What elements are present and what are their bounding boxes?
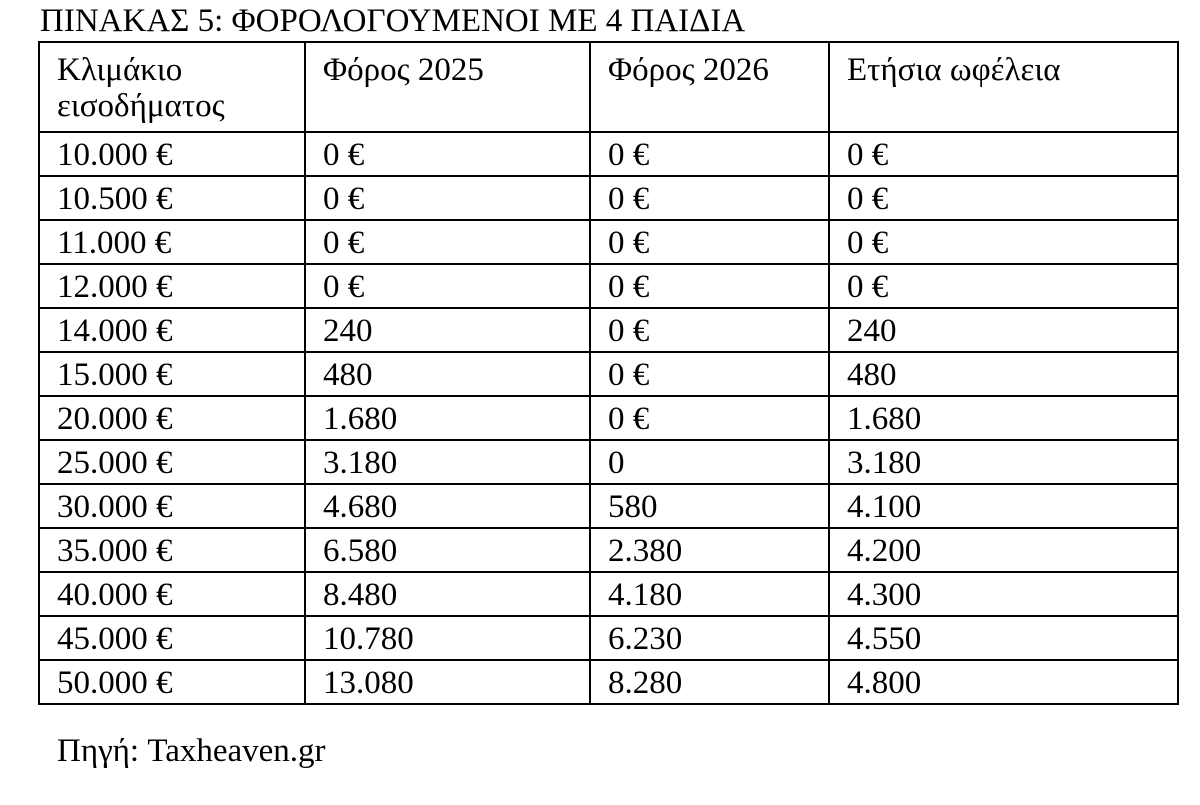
annual-benefit-cell: 1.680 [829,396,1178,440]
annual-benefit-cell: 4.200 [829,528,1178,572]
income-bracket-cell: 15.000 € [39,352,305,396]
table-row [39,572,1178,616]
income-bracket-cell: 40.000 € [39,572,305,616]
annual-benefit-cell: 0 € [829,220,1178,264]
tax-2025-cell: 0 € [305,220,590,264]
tax-2026-cell: 580 [590,484,829,528]
tax-2025-cell: 3.180 [305,440,590,484]
tax-2026-cell: 8.280 [590,660,829,704]
tax-2025-cell: 13.080 [305,660,590,704]
income-bracket-cell: 10.000 € [39,132,305,176]
tax-2026-cell: 6.230 [590,616,829,660]
tax-2026-cell: 0 [590,440,829,484]
table-row [39,352,1178,396]
annual-benefit-cell: 0 € [829,132,1178,176]
table-row [39,176,1178,220]
tax-2026-cell: 0 € [590,220,829,264]
table-row [39,308,1178,352]
tax-2025-cell: 6.580 [305,528,590,572]
tax-2026-cell: 0 € [590,352,829,396]
tax-2025-cell: 0 € [305,176,590,220]
income-bracket-cell: 14.000 € [39,308,305,352]
tax-2026-cell: 0 € [590,308,829,352]
annual-benefit-cell: 3.180 [829,440,1178,484]
tax-2026-cell: 0 € [590,132,829,176]
tax-2025-cell: 0 € [305,132,590,176]
income-bracket-cell: 30.000 € [39,484,305,528]
header-annual-benefit: Ετήσια ωφέλεια [829,42,1178,132]
tax-2025-cell: 240 [305,308,590,352]
table-row [39,616,1178,660]
annual-benefit-cell: 4.100 [829,484,1178,528]
header-tax-2026: Φόρος 2026 [590,42,829,132]
tax-2026-cell: 4.180 [590,572,829,616]
annual-benefit-cell: 4.800 [829,660,1178,704]
source-note: Πηγή: Taxheaven.gr [57,733,326,769]
income-bracket-cell: 10.500 € [39,176,305,220]
table-row [39,528,1178,572]
annual-benefit-cell: 0 € [829,176,1178,220]
tax-2025-cell: 480 [305,352,590,396]
annual-benefit-cell: 4.300 [829,572,1178,616]
table-row [39,660,1178,704]
annual-benefit-cell: 480 [829,352,1178,396]
table-row [39,396,1178,440]
income-bracket-cell: 25.000 € [39,440,305,484]
table-title: ΠΙΝΑΚΑΣ 5: ΦΟΡΟΛΟΓΟΥΜΕΝΟΙ ΜΕ 4 ΠΑΙΔΙΑ [40,3,746,39]
table-row [39,264,1178,308]
header-row [39,42,1178,132]
tax-2025-cell: 4.680 [305,484,590,528]
income-bracket-cell: 12.000 € [39,264,305,308]
header-income-bracket: Κλιμάκιο εισοδήματος [39,42,305,132]
tax-2025-cell: 1.680 [305,396,590,440]
income-bracket-cell: 35.000 € [39,528,305,572]
tax-table [38,41,1179,705]
table-row [39,440,1178,484]
annual-benefit-cell: 0 € [829,264,1178,308]
tax-2025-cell: 10.780 [305,616,590,660]
table-row [39,220,1178,264]
header-tax-2025: Φόρος 2025 [305,42,590,132]
tax-2026-cell: 0 € [590,264,829,308]
table-row [39,484,1178,528]
income-bracket-cell: 45.000 € [39,616,305,660]
annual-benefit-cell: 240 [829,308,1178,352]
income-bracket-cell: 11.000 € [39,220,305,264]
tax-2026-cell: 0 € [590,396,829,440]
tax-2025-cell: 0 € [305,264,590,308]
table-row [39,132,1178,176]
income-bracket-cell: 50.000 € [39,660,305,704]
annual-benefit-cell: 4.550 [829,616,1178,660]
tax-2025-cell: 8.480 [305,572,590,616]
tax-2026-cell: 0 € [590,176,829,220]
income-bracket-cell: 20.000 € [39,396,305,440]
tax-2026-cell: 2.380 [590,528,829,572]
